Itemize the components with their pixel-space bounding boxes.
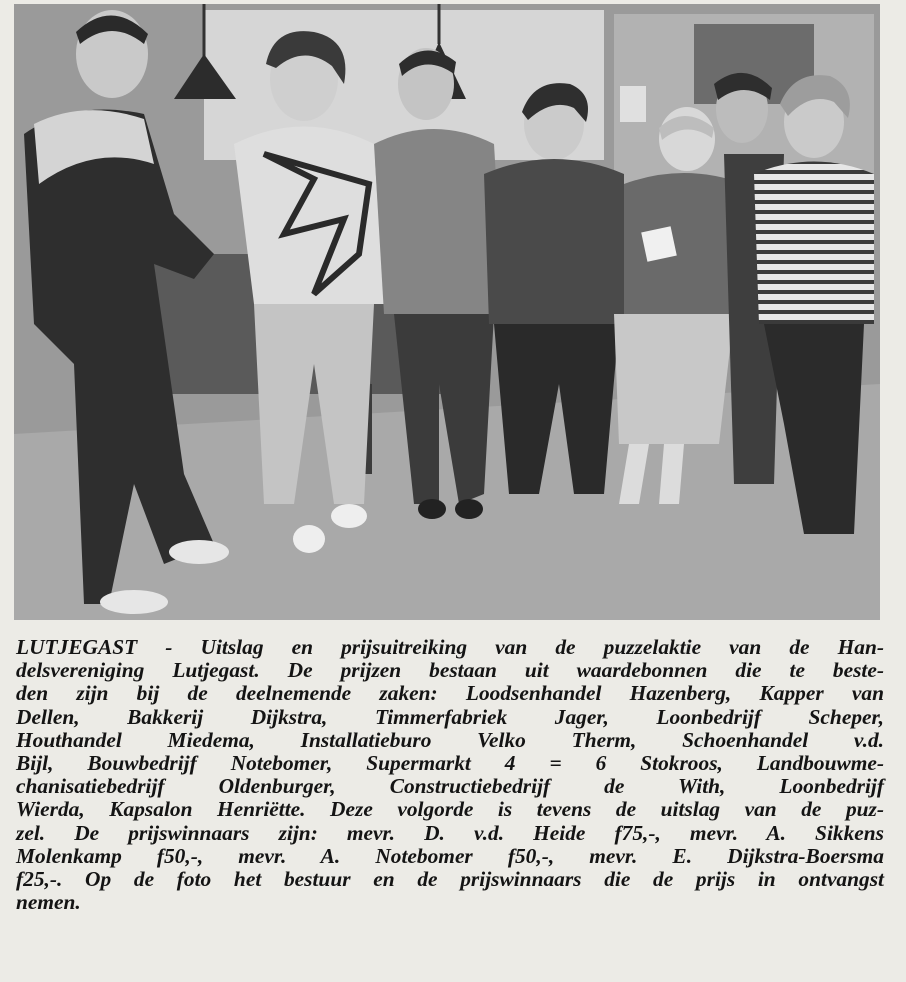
caption-line: f25,-. Op de foto het bestuur en de prijswinnaars die de prijs in ontvangst xyxy=(16,867,884,892)
caption-line: den zijn bij de deelnemende zaken: Loodsenhandel Hazenberg, Kapper van xyxy=(16,681,884,706)
photo-caption xyxy=(16,636,884,914)
caption-line: Wierda, Kapsalon Henriëtte. Deze volgorde is tevens de uitslag van de puz- xyxy=(16,797,884,822)
group-photo xyxy=(14,4,880,620)
caption-line: Dellen, Bakkerij Dijkstra, Timmerfabriek Jager, Loonbedrijf Scheper, xyxy=(16,704,884,729)
caption-line: LUTJEGAST - Uitslag en prijsuitreiking van de puzzelaktie van de Han- xyxy=(16,635,884,659)
caption-line: Houthandel Miedema, Installatieburo Velko Therm, Schoenhandel v.d. xyxy=(16,727,884,752)
caption-line: Molenkamp f50,-, mevr. A. Notebomer f50,-, mevr. E. Dijkstra-Boersma xyxy=(16,843,884,868)
caption-line: zel. De prijswinnaars zijn: mevr. D. v.d. Heide f75,-, mevr. A. Sikkens xyxy=(16,820,884,845)
caption-line: nemen. xyxy=(16,890,81,915)
group-photo-illustration xyxy=(14,4,880,620)
caption-line: Bijl, Bouwbedrijf Notebomer, Supermarkt 4 = 6 Stokroos, Landbouwme- xyxy=(16,751,884,776)
caption-line: chanisatiebedrijf Oldenburger, Constructiebedrijf de With, Loonbedrijf xyxy=(16,774,884,799)
caption-line: delsvereniging Lutjegast. De prijzen bestaan uit waardebonnen die te beste- xyxy=(16,658,884,683)
wall-notice xyxy=(620,86,646,122)
